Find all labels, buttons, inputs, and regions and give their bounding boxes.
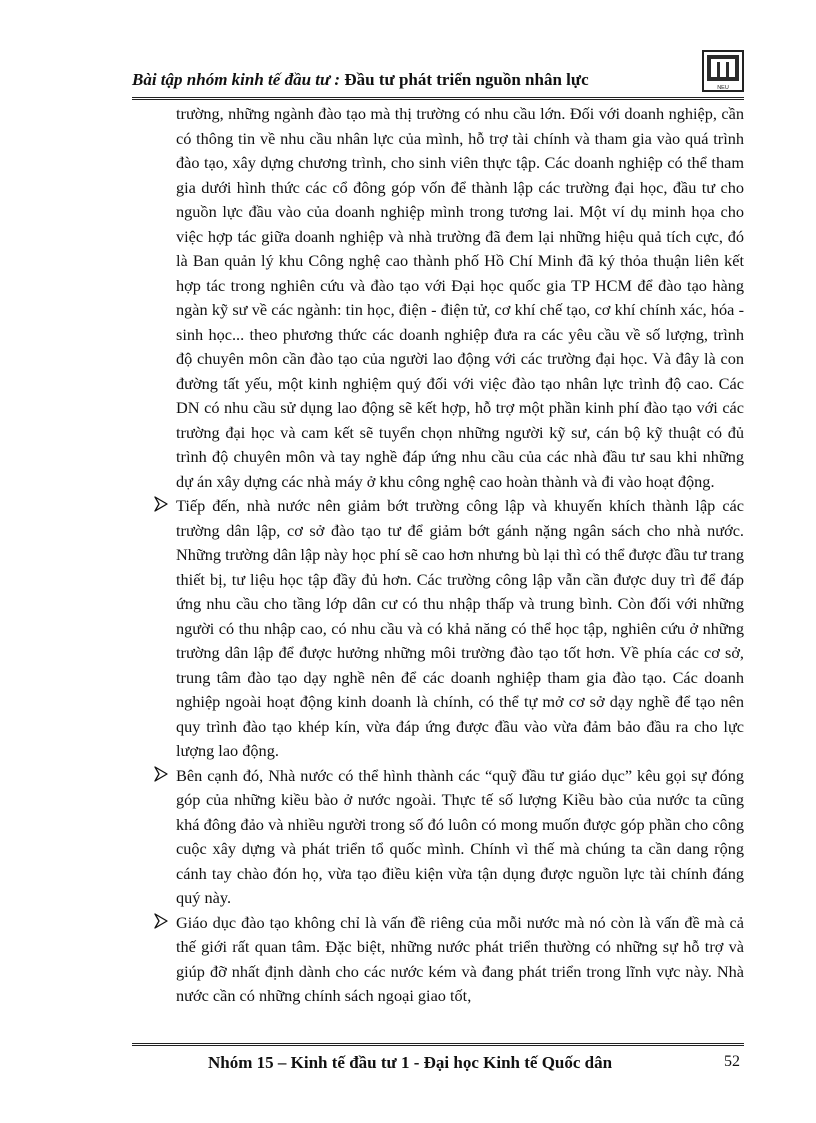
list-item-text: Giáo dục đào tạo không chỉ là vấn đề riêng của mỗi nước mà nó còn là vấn đề mà cả thế giới rất quan tâm. Đặc biệt, những nước phát triển thường có những sự hỗ trợ và giúp đỡ nhất định dành cho các nước kém và đang phát triển trong lĩnh vực này. Nhà nước cần có những chính sách ngoại giao tốt, (176, 912, 744, 1005)
header-divider (132, 97, 744, 100)
footer-text: Nhóm 15 – Kinh tế đầu tư 1 - Đại học Kinh tế Quốc dân (208, 1053, 613, 1072)
header-title-italic: Bài tập nhóm kinh tế đầu tư : (132, 70, 341, 89)
list-item-text: Tiếp đến, nhà nước nên giảm bớt trường công lập và khuyến khích thành lập các trường dân lập, cơ sở đào tạo tư để giảm bớt gánh nặng ngân sách cho nhà nước. Những trường dân lập này học phí sẽ cao hơn nhưng bù lại thì có thể được đầu tư trang thiết bị, tư liệu học tập đầy đủ hơn. Các trường công lập vẫn cần được duy trì để đáp ứng nhu cầu cho tầng lớp dân cư có thu nhập thấp và trung bình. Còn đối với những người có thu nhập cao, có nhu cầu và có khả năng có thể học tập, nghiên cứu ở những trường dân lập để được hưởng những môi trường đào tạo tốt hơn. Về phía các cơ sở, trung tâm đào tạo dạy nghề nên để các doanh nghiệp tham gia đào tạo. Các doanh nghiệp ngoài hoạt động kinh doanh là chính, có thể tự mở cơ sở dạy nghề để tạo nên quy trình đào tạo khép kín, vừa đáp ứng được đầu vào vừa đảm bảo đầu ra cho lực lượng lao động. (176, 496, 744, 760)
footer-divider (132, 1043, 744, 1046)
document-body (176, 102, 744, 1009)
page-header (132, 70, 692, 90)
arrow-bullet-icon (154, 766, 168, 782)
list-item (176, 764, 744, 911)
continuation-paragraph: trường, những ngành đào tạo mà thị trường có nhu cầu lớn. Đối với doanh nghiệp, cần có thông tin về nhu cầu nhân lực của mình, hỗ trợ tài chính và tham gia vào quá trình đào tạo, xây dựng chương trình, cho sinh viên thực tập. Các doanh nghiệp có thể tham gia dưới hình thức các cổ đông góp vốn để thành lập các trường đại học, đầu tư cho nguồn lực đầu vào của doanh nghiệp mình trong tương lai. Một ví dụ minh họa cho việc hợp tác giữa doanh nghiệp và nhà trường đã đem lại những hiệu quả tích cực, đó là Ban quản lý khu Công nghệ cao thành phố Hồ Chí Minh đã ký thỏa thuận liên kết hợp tác trong nghiên cứu và đào tạo với Đại học quốc gia TP HCM để đào tạo hàng ngàn kỹ sư về các ngành: tin học, điện - điện tử, cơ khí chế tạo, cơ khí chính xác, hóa - sinh học... theo phương thức các doanh nghiệp đưa ra các yêu cầu về số lượng, trình độ chuyên môn cần đào tạo của người lao động với các trường đại học. Và đây là con đường tất yếu, một kinh nghiệm quý đối với việc đào tạo nhân lực trình độ cao. Các DN có nhu cầu sử dụng lao động sẽ kết hợp, hỗ trợ một phần kinh phí đào tạo với các trường đại học và cam kết sẽ tuyển chọn những người kỹ sư, cán bộ kỹ thuật có đủ trình độ chuyên môn và tay nghề đáp ứng nhu cầu của các nhà đầu tư sau khi những dự án xây dựng các nhà máy ở khu công nghệ cao hoàn thành và đi vào hoạt động. (176, 104, 744, 491)
list-item (176, 911, 744, 1009)
header-title-main: Đầu tư phát triển nguồn nhân lực (340, 70, 589, 89)
list-item-text: Bên cạnh đó, Nhà nước có thể hình thành các “quỹ đầu tư giáo dục” kêu gọi sự đóng góp của những kiều bào ở nước ngoài. Thực tế số lượng Kiều bào của nước ta cũng khá đông đảo và nhiều người trong số đó luôn có mong muốn được góp phần cho công cuộc xây dựng và phát triển tổ quốc mình. Chính vì thế mà chúng ta cần dang rộng cánh tay chào đón họ, vừa tạo điều kiện vừa tận dụng được nguồn lực tài chính đáng quý này. (176, 765, 744, 907)
list-item (176, 494, 744, 764)
page-number: 52 (724, 1053, 740, 1070)
university-logo-icon (702, 50, 744, 92)
arrow-bullet-icon (154, 496, 168, 512)
arrow-bullet-icon (154, 913, 168, 929)
logo-label: NEU (717, 85, 729, 91)
